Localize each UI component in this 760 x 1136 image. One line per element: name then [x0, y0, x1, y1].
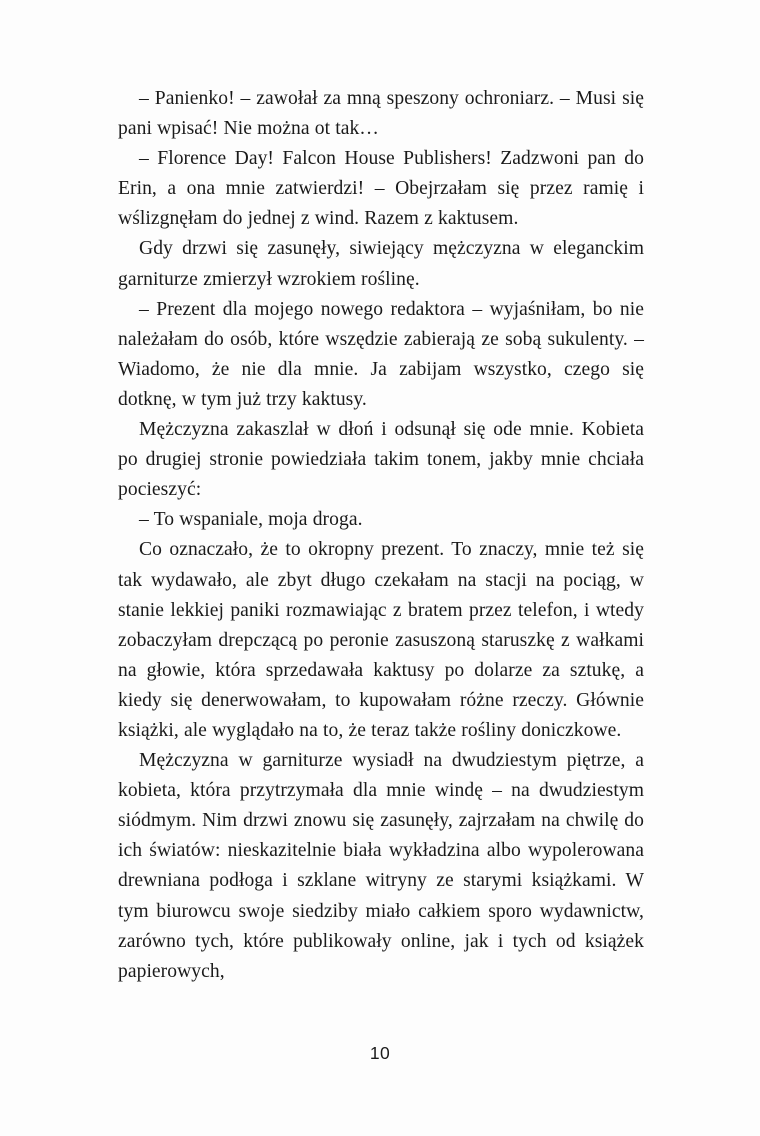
paragraph: – To wspaniale, moja droga.	[139, 509, 363, 531]
paragraph: Mężczyzna zakaszlał w dłoń i odsunął się ode mnie. Kobieta po drugiej stronie powiedziała takim tonem, jakby mnie chciała pocieszyć:	[118, 419, 644, 501]
paragraph: Co oznaczało, że to okropny prezent. To znaczy, mnie też się tak wydawało, ale zbyt długo czekałam na stacji na pociąg, w stanie lekkiej paniki rozmawiając z bratem przez telefon, i wtedy zobaczyłam drepczącą po peronie zasuszoną staruszkę z wałkami na głowie, która sprzedawała kaktusy po dolarze za sztukę, a kiedy się denerwowałam, to kupowałam różne rzeczy. Głównie książki, ale wyglądało na to, że teraz także rośliny doniczkowe.	[118, 539, 644, 741]
paragraph: Mężczyzna w garniturze wysiadł na dwudziestym piętrze, a kobieta, która przytrzymała dla mnie windę – na dwudziestym siódmym. Nim drzwi znowu się zasunęły, zajrzałam na chwilę do ich światów: nieskazitelnie biała wykładzina albo wypolerowana drewniana podłoga i szklane witryny ze starymi książkami. W tym biurowcu swoje siedziby miało całkiem sporo wydawnictw, zarówno tych, które publikowały online, jak i tych od książek papierowych,	[118, 750, 644, 982]
paragraph: – Florence Day! Falcon House Publishers! Zadzwoni pan do Erin, a ona mnie zatwierdzi! – Obejrzałam się przez ramię i wślizgnęłam do jednej z wind. Razem z kaktusem.	[118, 148, 644, 230]
page-number: 10	[369, 1043, 391, 1063]
paragraph: – Panienko! – zawołał za mną speszony ochroniarz. – Musi się pani wpisać! Nie można ot tak…	[118, 88, 644, 140]
paragraph: Gdy drzwi się zasunęły, siwiejący mężczyzna w eleganckim garniturze zmierzył wzrokiem roślinę.	[118, 238, 644, 290]
paragraph: – Prezent dla mojego nowego redaktora – wyjaśniłam, bo nie należałam do osób, które wszędzie zabierają ze sobą sukulenty. – Wiadomo, że nie dla mnie. Ja zabijam wszystko, czego się dotknę, w tym już trzy kaktusy.	[118, 298, 644, 410]
page-text-body	[118, 84, 644, 987]
